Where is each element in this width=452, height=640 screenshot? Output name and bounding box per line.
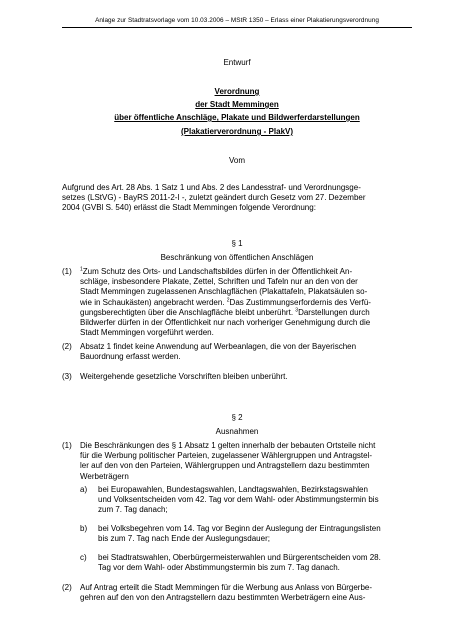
- sentence-number: 1: [80, 266, 83, 273]
- item-line: Die Beschränkungen des § 1 Absatz 1 gelten innerhalb der bebauten Ortsteile nicht: [80, 441, 376, 450]
- section-2-item-2: [80, 583, 412, 603]
- header-rule: [62, 27, 412, 28]
- preamble-line: Aufgrund des Art. 28 Abs. 1 Satz 1 und Abs. 2 des Landesstraf- und Verordnungsge-: [62, 183, 361, 192]
- preamble-line: setzes (LStVG) - BayRS 2011-2-I -, zuletzt geändert durch Gesetz vom 27. Dezember: [62, 193, 366, 203]
- item-line: Stadt Memmingen vorgeführt werden.: [80, 328, 214, 338]
- item-line: Weitergehende gesetzliche Vorschriften bleiben unberührt.: [80, 372, 288, 381]
- preamble-line: 2004 (GVBl S. 540) erlässt die Stadt Memmingen folgende Verordnung:: [62, 203, 316, 213]
- item-line: gehren auf den von den Antragstellern dazu bestimmten Werbeträgern eine Aus-: [80, 593, 366, 603]
- item-line: und Volksentscheiden vom 42. Tag vor dem Wahl- oder Abstimmungstermin bis: [98, 495, 379, 505]
- item-line: wie in Schaukästen) angebracht werden.: [80, 297, 225, 307]
- item-line: bei Volksbegehren vom 14. Tag vor Beginn der Auslegung der Eintragungslisten: [98, 524, 381, 533]
- item-line: Darstellungen durch: [298, 307, 370, 317]
- sub-item-letter: b): [80, 524, 88, 533]
- sub-item-letter: c): [80, 553, 87, 562]
- item-line: Werbeträgern: [80, 471, 129, 481]
- date-label: Vom: [228, 156, 245, 165]
- item-line: Das Zustimmungserfordernis des Verfü-: [229, 297, 371, 307]
- item-line: Zum Schutz des Orts- und Landschaftsbildes dürfen in der Öffentlichkeit An-: [82, 267, 353, 276]
- sub-item-c: [98, 553, 412, 573]
- item-line: bei Stadtratswahlen, Oberbürgermeisterwahlen und Bürgerentscheiden vom 28.: [98, 553, 381, 562]
- sub-item-letter: a): [80, 485, 88, 494]
- item-number: (2): [62, 342, 72, 351]
- section-1-item-2: [80, 342, 412, 362]
- item-number: (1): [62, 441, 72, 450]
- title-line-3: über öffentliche Anschläge, Plakate und Bildwerferdarstellungen: [114, 113, 360, 122]
- item-line: ler auf den von den Parteien, Wählergruppen und Antragstellern dazu bestimmten: [80, 461, 370, 471]
- item-line: Absatz 1 findet keine Anwendung auf Werbeanlagen, die von der Bayerischen: [80, 342, 357, 351]
- item-line: Bildwerfer dürfen in der Öffentlichkeit nur nach vorheriger Genehmigung durch die: [80, 318, 371, 328]
- item-line: für die Werbung politischer Parteien, zugelassener Wählergruppen und Antragstel-: [80, 451, 373, 461]
- item-line: Auf Antrag erteilt die Stadt Memmingen für die Werbung aus Anlass von Bürgerbe-: [80, 583, 373, 592]
- sub-item-b: [98, 524, 412, 544]
- item-number: (3): [62, 372, 72, 381]
- title-line-1: Verordnung: [214, 87, 260, 96]
- draft-label: Entwurf: [223, 58, 251, 67]
- section-1-item-3: [80, 372, 412, 382]
- title-line-2: der Stadt Memmingen: [195, 100, 279, 109]
- item-number: (1): [62, 267, 72, 276]
- section-2-heading: Ausnahmen: [215, 427, 259, 436]
- item-line: Bauordnung erfasst werden.: [80, 352, 181, 362]
- item-line: zum 7. Tag danach;: [98, 505, 168, 515]
- item-line: schläge, insbesondere Plakate, Zettel, Schriften und Tafeln nur an den von der: [80, 277, 358, 287]
- item-line: bei Europawahlen, Bundestagswahlen, Landtagswahlen, Bezirkstagswahlen: [98, 485, 368, 494]
- item-line: gungsberechtigten über die Anschlagfläche bleibt unberührt.: [80, 307, 294, 317]
- item-number: (2): [62, 583, 72, 592]
- section-1-item-1: [80, 267, 412, 338]
- preamble: [62, 183, 412, 214]
- section-1-heading: Beschränkung von öffentlichen Anschlägen: [160, 253, 314, 262]
- item-line: Tag vor dem Wahl- oder Abstimmungstermin bis zum 7. Tag danach.: [98, 563, 340, 573]
- section-2-sign: § 2: [231, 413, 243, 422]
- section-1-sign: § 1: [231, 239, 243, 248]
- sentence-number: 3: [295, 307, 299, 314]
- item-line: Stadt Memmingen zugelassenen Anschlagflächen (Plakattafeln, Plakatsäulen so-: [80, 287, 368, 297]
- sub-item-a: [98, 485, 412, 516]
- item-line: bis zum 7. Tag nach Ende der Auslegungsdauer;: [98, 534, 270, 544]
- title-line-4: (Plakatierverordnung - PlakV): [180, 127, 294, 136]
- running-header: Anlage zur Stadtratsvorlage vom 10.03.2006 – MStR 1350 – Erlass einer Plakatierungsverordnung: [95, 17, 379, 24]
- sentence-number: 2: [226, 296, 230, 303]
- section-2-item-1: [80, 441, 412, 482]
